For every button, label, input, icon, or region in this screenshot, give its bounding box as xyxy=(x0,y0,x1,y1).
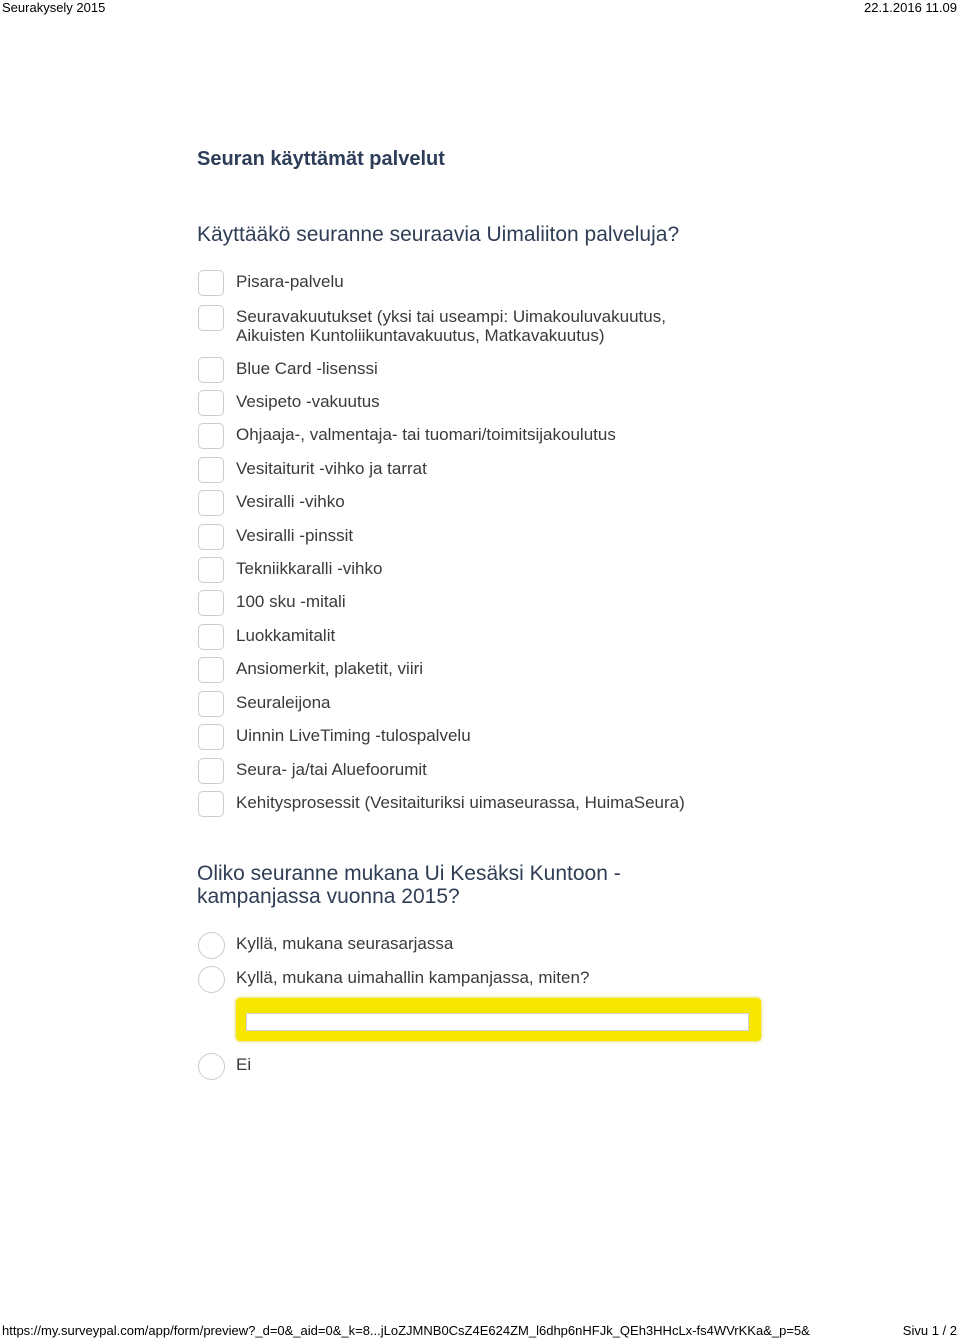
checkbox[interactable] xyxy=(198,758,224,784)
print-url: https://my.surveypal.com/app/form/preview?_d=0&_aid=0&_k=8...jLoZJMNB0CsZ4E624ZM_l6dhp6nHFJk_QEh3HHcLx-fs4WVrKKa&_p=5& xyxy=(2,1323,810,1338)
radio-button[interactable] xyxy=(198,966,225,993)
option-label: Ansiomerkit, plaketit, viiri xyxy=(236,659,424,678)
checkbox[interactable] xyxy=(198,305,224,331)
option-label-line2: Aikuisten Kuntoliikuntavakuutus, Matkavakuutus) xyxy=(236,326,605,345)
option-label: Vesiralli -vihko xyxy=(236,492,345,511)
option-label: Vesiralli -pinssit xyxy=(236,526,354,545)
print-header xyxy=(0,0,960,16)
question-services: Käyttääkö seuranne seuraavia Uimaliiton palveluja? xyxy=(197,223,680,246)
option-label: Uinnin LiveTiming -tulospalvelu xyxy=(236,726,471,745)
option-label: Pisara-palvelu xyxy=(236,272,344,291)
option-label: Kyllä, mukana uimahallin kampanjassa, miten? xyxy=(236,968,590,987)
checkbox[interactable] xyxy=(198,524,224,550)
option-label: Vesipeto -vakuutus xyxy=(236,392,380,411)
checkbox[interactable] xyxy=(198,390,224,416)
option-label: Luokkamitalit xyxy=(236,626,336,645)
option-label: Blue Card -lisenssi xyxy=(236,359,378,378)
option-label: Vesitaiturit -vihko ja tarrat xyxy=(236,459,427,478)
checkbox[interactable] xyxy=(198,457,224,483)
checkbox[interactable] xyxy=(198,791,224,817)
print-footer xyxy=(0,1323,960,1341)
option-label: Ei xyxy=(236,1055,252,1074)
checkbox[interactable] xyxy=(198,624,224,650)
section-title: Seuran käyttämät palvelut xyxy=(197,148,445,170)
print-title: Seurakysely 2015 xyxy=(2,0,106,15)
option-label: Seura- ja/tai Aluefoorumit xyxy=(236,760,427,779)
option-label: Kehitysprosessit (Vesitaituriksi uimaseurassa, HuimaSeura) xyxy=(236,793,685,812)
option-label: Kyllä, mukana seurasarjassa xyxy=(236,934,454,953)
option-label: Tekniikkaralli -vihko xyxy=(236,559,383,578)
print-datetime: 22.1.2016 11.09 xyxy=(863,0,957,15)
checkbox[interactable] xyxy=(198,357,224,383)
radio-button[interactable] xyxy=(198,932,225,959)
print-page-number: Sivu 1 / 2 xyxy=(902,1323,957,1338)
option-label: 100 sku -mitali xyxy=(236,592,346,611)
radio-button[interactable] xyxy=(198,1053,225,1080)
question-ui-kesaksi-kuntoon: Oliko seuranne mukana Ui Kesäksi Kuntoon - kampanjassa vuonna 2015? xyxy=(197,862,621,908)
miten-text-input[interactable] xyxy=(246,1013,749,1031)
checkbox[interactable] xyxy=(198,557,224,583)
option-label: Seuraleijona xyxy=(236,693,331,712)
checkbox[interactable] xyxy=(198,270,224,296)
text-input-highlight xyxy=(236,998,761,1041)
checkbox[interactable] xyxy=(198,691,224,717)
option-label: Ohjaaja-, valmentaja- tai tuomari/toimitsijakoulutus xyxy=(236,425,616,444)
checkbox[interactable] xyxy=(198,590,224,616)
checkbox[interactable] xyxy=(198,423,224,449)
checkbox[interactable] xyxy=(198,657,224,683)
checkbox[interactable] xyxy=(198,724,224,750)
option-label: Seuravakuutukset (yksi tai useampi: Uimakouluvakuutus, xyxy=(236,307,666,326)
checkbox[interactable] xyxy=(198,490,224,516)
